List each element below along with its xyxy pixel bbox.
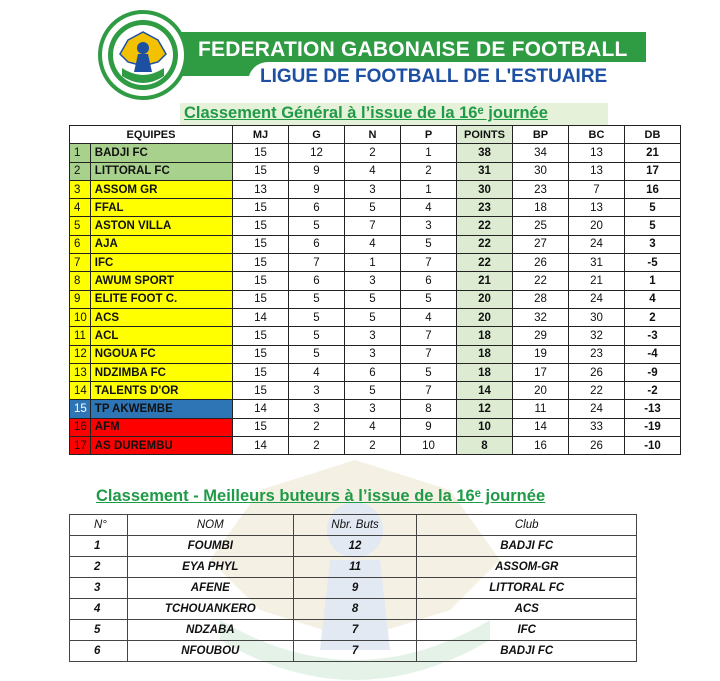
g-cell: 5 xyxy=(289,290,345,308)
team-cell: TP AKWEMBE xyxy=(90,400,232,418)
table-row xyxy=(70,363,681,381)
rank-cell: 10 xyxy=(70,308,91,326)
bc-cell: 22 xyxy=(569,382,625,400)
rank-cell: 4 xyxy=(70,199,91,217)
table-row xyxy=(70,162,681,180)
n-cell: 4 xyxy=(345,235,401,253)
bp-cell: 11 xyxy=(513,400,569,418)
p-cell: 4 xyxy=(401,199,457,217)
bc-cell: 23 xyxy=(569,345,625,363)
points-cell: 20 xyxy=(457,290,513,308)
mj-cell: 15 xyxy=(233,290,289,308)
scorer-club-cell: BADJI FC xyxy=(417,536,637,557)
db-cell: -5 xyxy=(625,254,681,272)
scorer-rank-cell: 1 xyxy=(70,536,128,557)
table-row xyxy=(70,308,681,326)
p-cell: 7 xyxy=(401,254,457,272)
db-cell: 2 xyxy=(625,308,681,326)
header-equipes: EQUIPES xyxy=(70,126,233,144)
scorer-rank-cell: 6 xyxy=(70,641,128,662)
points-cell: 18 xyxy=(457,345,513,363)
team-cell: AJA xyxy=(90,235,232,253)
bp-cell: 26 xyxy=(513,254,569,272)
n-cell: 2 xyxy=(345,144,401,162)
db-cell: 16 xyxy=(625,180,681,198)
mj-cell: 15 xyxy=(233,162,289,180)
header-number: N° xyxy=(70,515,128,536)
scorer-club-cell: ACS xyxy=(417,599,637,620)
bc-cell: 7 xyxy=(569,180,625,198)
standings-header-row xyxy=(70,126,681,144)
n-cell: 7 xyxy=(345,217,401,235)
bp-cell: 23 xyxy=(513,180,569,198)
scorer-rank-cell: 3 xyxy=(70,578,128,599)
points-cell: 23 xyxy=(457,199,513,217)
league-name: LIGUE DE FOOTBALL DE L'ESTUAIRE xyxy=(260,66,608,87)
rank-cell: 7 xyxy=(70,254,91,272)
bc-cell: 26 xyxy=(569,363,625,381)
db-cell: -9 xyxy=(625,363,681,381)
mj-cell: 15 xyxy=(233,272,289,290)
p-cell: 2 xyxy=(401,162,457,180)
p-cell: 5 xyxy=(401,235,457,253)
mj-cell: 15 xyxy=(233,254,289,272)
rank-cell: 14 xyxy=(70,382,91,400)
bp-cell: 32 xyxy=(513,308,569,326)
team-cell: ELITE FOOT C. xyxy=(90,290,232,308)
bc-cell: 24 xyxy=(569,235,625,253)
points-cell: 30 xyxy=(457,180,513,198)
bp-cell: 19 xyxy=(513,345,569,363)
rank-cell: 6 xyxy=(70,235,91,253)
scorer-club-cell: LITTORAL FC xyxy=(417,578,637,599)
mj-cell: 14 xyxy=(233,308,289,326)
bc-cell: 26 xyxy=(569,437,625,455)
points-cell: 20 xyxy=(457,308,513,326)
db-cell: 5 xyxy=(625,217,681,235)
rank-cell: 17 xyxy=(70,437,91,455)
rank-cell: 1 xyxy=(70,144,91,162)
g-cell: 6 xyxy=(289,235,345,253)
g-cell: 2 xyxy=(289,418,345,436)
db-cell: 4 xyxy=(625,290,681,308)
mj-cell: 15 xyxy=(233,363,289,381)
bc-cell: 21 xyxy=(569,272,625,290)
team-cell: AFM xyxy=(90,418,232,436)
n-cell: 3 xyxy=(345,345,401,363)
scorer-goals-cell: 7 xyxy=(293,641,417,662)
bc-cell: 31 xyxy=(569,254,625,272)
bc-cell: 33 xyxy=(569,418,625,436)
points-cell: 18 xyxy=(457,363,513,381)
bp-cell: 28 xyxy=(513,290,569,308)
team-cell: LITTORAL FC xyxy=(90,162,232,180)
standings-title: Classement Général à l’issue de la 16ᵉ journée xyxy=(184,104,548,122)
table-row xyxy=(70,599,637,620)
n-cell: 6 xyxy=(345,363,401,381)
rank-cell: 16 xyxy=(70,418,91,436)
table-row xyxy=(70,400,681,418)
table-row xyxy=(70,272,681,290)
p-cell: 7 xyxy=(401,345,457,363)
n-cell: 3 xyxy=(345,180,401,198)
points-cell: 31 xyxy=(457,162,513,180)
team-cell: ASSOM GR xyxy=(90,180,232,198)
g-cell: 3 xyxy=(289,400,345,418)
points-cell: 22 xyxy=(457,217,513,235)
n-cell: 4 xyxy=(345,162,401,180)
scorer-goals-cell: 7 xyxy=(293,620,417,641)
g-cell: 12 xyxy=(289,144,345,162)
n-cell: 3 xyxy=(345,327,401,345)
table-row xyxy=(70,578,637,599)
mj-cell: 15 xyxy=(233,144,289,162)
rank-cell: 12 xyxy=(70,345,91,363)
table-row xyxy=(70,536,637,557)
bp-cell: 25 xyxy=(513,217,569,235)
mj-cell: 13 xyxy=(233,180,289,198)
p-cell: 5 xyxy=(401,290,457,308)
header-p: P xyxy=(401,126,457,144)
bp-cell: 29 xyxy=(513,327,569,345)
scorers-header-row xyxy=(70,515,637,536)
p-cell: 5 xyxy=(401,363,457,381)
scorer-club-cell: IFC xyxy=(417,620,637,641)
header-g: G xyxy=(289,126,345,144)
bp-cell: 18 xyxy=(513,199,569,217)
header-goals: Nbr. Buts xyxy=(293,515,417,536)
p-cell: 7 xyxy=(401,382,457,400)
table-row xyxy=(70,199,681,217)
bc-cell: 24 xyxy=(569,400,625,418)
scorer-name-cell: FOUMBI xyxy=(127,536,293,557)
g-cell: 7 xyxy=(289,254,345,272)
g-cell: 9 xyxy=(289,180,345,198)
db-cell: -10 xyxy=(625,437,681,455)
standings-table xyxy=(69,125,681,455)
rank-cell: 2 xyxy=(70,162,91,180)
team-cell: IFC xyxy=(90,254,232,272)
team-cell: TALENTS D'OR xyxy=(90,382,232,400)
p-cell: 1 xyxy=(401,180,457,198)
p-cell: 3 xyxy=(401,217,457,235)
mj-cell: 15 xyxy=(233,382,289,400)
bp-cell: 14 xyxy=(513,418,569,436)
scorer-name-cell: AFENE xyxy=(127,578,293,599)
g-cell: 5 xyxy=(289,327,345,345)
rank-cell: 5 xyxy=(70,217,91,235)
scorer-name-cell: TCHOUANKERO xyxy=(127,599,293,620)
p-cell: 9 xyxy=(401,418,457,436)
header-bp: BP xyxy=(513,126,569,144)
p-cell: 7 xyxy=(401,327,457,345)
team-cell: ACL xyxy=(90,327,232,345)
table-row xyxy=(70,641,637,662)
points-cell: 21 xyxy=(457,272,513,290)
scorer-club-cell: ASSOM-GR xyxy=(417,557,637,578)
header-points: POINTS xyxy=(457,126,513,144)
db-cell: 5 xyxy=(625,199,681,217)
g-cell: 3 xyxy=(289,382,345,400)
bp-cell: 17 xyxy=(513,363,569,381)
db-cell: 17 xyxy=(625,162,681,180)
scorer-rank-cell: 4 xyxy=(70,599,128,620)
team-cell: FFAL xyxy=(90,199,232,217)
scorer-goals-cell: 9 xyxy=(293,578,417,599)
bp-cell: 34 xyxy=(513,144,569,162)
db-cell: 21 xyxy=(625,144,681,162)
mj-cell: 15 xyxy=(233,235,289,253)
g-cell: 5 xyxy=(289,217,345,235)
table-row xyxy=(70,180,681,198)
mj-cell: 15 xyxy=(233,418,289,436)
table-row xyxy=(70,327,681,345)
scorer-goals-cell: 11 xyxy=(293,557,417,578)
bc-cell: 13 xyxy=(569,162,625,180)
bp-cell: 20 xyxy=(513,382,569,400)
scorers-title: Classement - Meilleurs buteurs à l’issue de la 16ᵉ journée xyxy=(96,487,546,505)
db-cell: 3 xyxy=(625,235,681,253)
rank-cell: 9 xyxy=(70,290,91,308)
federation-name: FEDERATION GABONAISE DE FOOTBALL xyxy=(198,38,628,61)
bc-cell: 20 xyxy=(569,217,625,235)
header-db: DB xyxy=(625,126,681,144)
g-cell: 5 xyxy=(289,345,345,363)
team-cell: NDZIMBA FC xyxy=(90,363,232,381)
bc-cell: 13 xyxy=(569,144,625,162)
g-cell: 2 xyxy=(289,437,345,455)
points-cell: 12 xyxy=(457,400,513,418)
db-cell: 1 xyxy=(625,272,681,290)
p-cell: 1 xyxy=(401,144,457,162)
n-cell: 3 xyxy=(345,400,401,418)
scorer-name-cell: NFOUBOU xyxy=(127,641,293,662)
points-cell: 14 xyxy=(457,382,513,400)
table-row xyxy=(70,620,637,641)
n-cell: 2 xyxy=(345,437,401,455)
p-cell: 6 xyxy=(401,272,457,290)
bp-cell: 22 xyxy=(513,272,569,290)
g-cell: 9 xyxy=(289,162,345,180)
bp-cell: 30 xyxy=(513,162,569,180)
bp-cell: 16 xyxy=(513,437,569,455)
scorer-rank-cell: 5 xyxy=(70,620,128,641)
rank-cell: 13 xyxy=(70,363,91,381)
db-cell: -3 xyxy=(625,327,681,345)
rank-cell: 8 xyxy=(70,272,91,290)
header-n: N xyxy=(345,126,401,144)
bc-cell: 24 xyxy=(569,290,625,308)
mj-cell: 15 xyxy=(233,217,289,235)
p-cell: 4 xyxy=(401,308,457,326)
header-mj: MJ xyxy=(233,126,289,144)
mj-cell: 15 xyxy=(233,345,289,363)
points-cell: 10 xyxy=(457,418,513,436)
team-cell: ACS xyxy=(90,308,232,326)
table-row xyxy=(70,557,637,578)
table-row xyxy=(70,345,681,363)
fegafoot-logo xyxy=(98,10,188,100)
g-cell: 5 xyxy=(289,308,345,326)
p-cell: 10 xyxy=(401,437,457,455)
header-bc: BC xyxy=(569,126,625,144)
table-row xyxy=(70,217,681,235)
table-row xyxy=(70,418,681,436)
federation-header xyxy=(98,10,646,92)
header-club: Club xyxy=(417,515,637,536)
db-cell: -13 xyxy=(625,400,681,418)
rank-cell: 11 xyxy=(70,327,91,345)
points-cell: 8 xyxy=(457,437,513,455)
n-cell: 1 xyxy=(345,254,401,272)
team-cell: ASTON VILLA xyxy=(90,217,232,235)
mj-cell: 15 xyxy=(233,199,289,217)
bp-cell: 27 xyxy=(513,235,569,253)
bc-cell: 30 xyxy=(569,308,625,326)
table-row xyxy=(70,254,681,272)
scorer-goals-cell: 8 xyxy=(293,599,417,620)
mj-cell: 14 xyxy=(233,437,289,455)
mj-cell: 14 xyxy=(233,400,289,418)
scorers-table xyxy=(69,514,637,662)
table-row xyxy=(70,235,681,253)
table-row xyxy=(70,290,681,308)
rank-cell: 3 xyxy=(70,180,91,198)
team-cell: AWUM SPORT xyxy=(90,272,232,290)
bc-cell: 32 xyxy=(569,327,625,345)
table-row xyxy=(70,382,681,400)
scorer-goals-cell: 12 xyxy=(293,536,417,557)
points-cell: 22 xyxy=(457,254,513,272)
p-cell: 8 xyxy=(401,400,457,418)
points-cell: 38 xyxy=(457,144,513,162)
points-cell: 22 xyxy=(457,235,513,253)
header-name: NOM xyxy=(127,515,293,536)
n-cell: 5 xyxy=(345,308,401,326)
db-cell: -2 xyxy=(625,382,681,400)
g-cell: 6 xyxy=(289,272,345,290)
table-row xyxy=(70,144,681,162)
bc-cell: 13 xyxy=(569,199,625,217)
team-cell: BADJI FC xyxy=(90,144,232,162)
mj-cell: 15 xyxy=(233,327,289,345)
n-cell: 3 xyxy=(345,272,401,290)
db-cell: -19 xyxy=(625,418,681,436)
n-cell: 5 xyxy=(345,382,401,400)
team-cell: AS DUREMBU xyxy=(90,437,232,455)
g-cell: 6 xyxy=(289,199,345,217)
team-cell: NGOUA FC xyxy=(90,345,232,363)
scorer-rank-cell: 2 xyxy=(70,557,128,578)
scorer-club-cell: BADJI FC xyxy=(417,641,637,662)
n-cell: 5 xyxy=(345,199,401,217)
g-cell: 4 xyxy=(289,363,345,381)
points-cell: 18 xyxy=(457,327,513,345)
scorer-name-cell: NDZABA xyxy=(127,620,293,641)
db-cell: -4 xyxy=(625,345,681,363)
scorer-name-cell: EYA PHYL xyxy=(127,557,293,578)
rank-cell: 15 xyxy=(70,400,91,418)
n-cell: 4 xyxy=(345,418,401,436)
n-cell: 5 xyxy=(345,290,401,308)
